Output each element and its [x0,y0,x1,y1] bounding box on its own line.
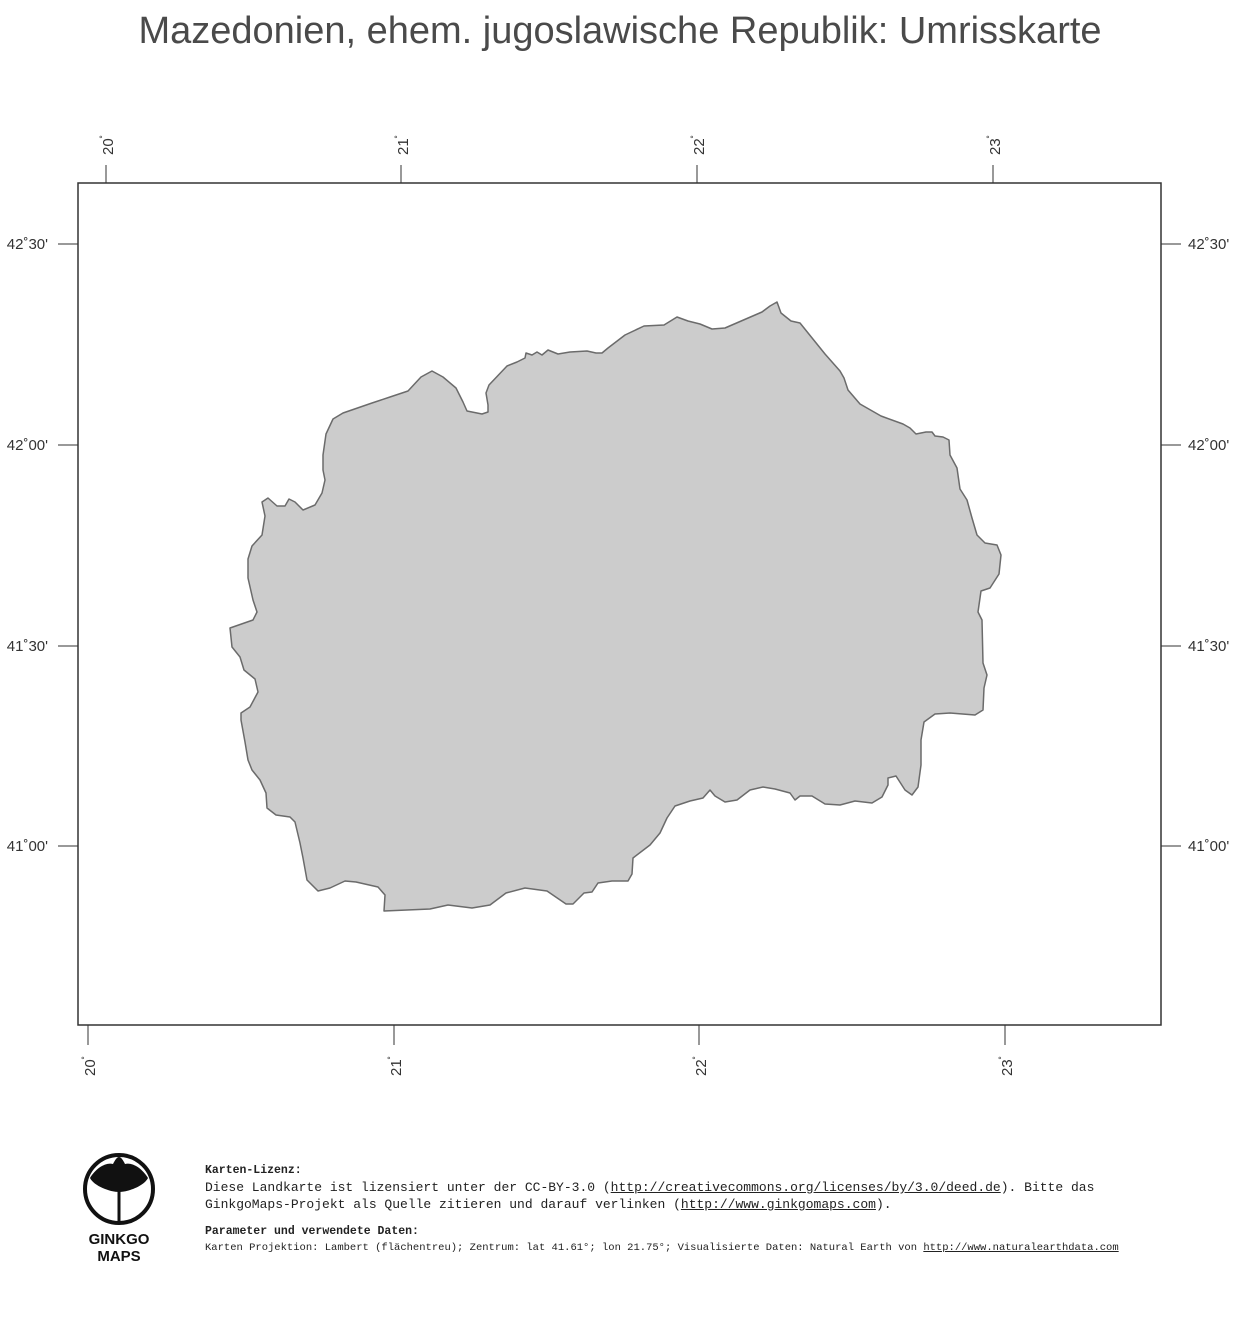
license-heading: Karten-Lizenz: [205,1164,302,1177]
top-lon-label-21: 21˚ [395,134,412,155]
cc-license-link[interactable]: http://creativecommons.org/licenses/by/3.0/deed.de [610,1180,1001,1195]
bottom-lon-label-23: 23˚ [999,1055,1016,1076]
top-lon-label-20: 20˚ [100,134,117,155]
right-lat-label-4130: 41˚30' [1188,638,1230,655]
map-title: Mazedonien, ehem. jugoslawische Republik: Umrisskarte [138,10,1102,52]
bottom-lon-label-22: 22˚ [693,1055,710,1076]
right-lat-label-4100: 41˚00' [1188,838,1230,855]
ginkgomaps-link[interactable]: http://www.ginkgomaps.com [680,1197,876,1212]
bottom-lon-label-21: 21˚ [388,1055,405,1076]
right-lat-label-4200: 42˚00' [1188,437,1230,454]
params-line: Karten Projektion: Lambert (flächentreu); Zentrum: lat 41.61°; lon 21.75°; Visualisierte Daten: Natural Earth von http://www.naturalearthdata.com [205,1242,1119,1254]
left-lat-label-4230: 42˚30' [6,236,48,253]
top-lon-ticks [106,165,993,183]
left-lat-label-4100: 41˚00' [6,838,48,855]
license-line-1: Diese Landkarte ist lizensiert unter der CC-BY-3.0 (http://creativecommons.org/licenses/by/3.0/deed.de). Bitte das [205,1180,1095,1195]
top-lon-label-23: 23˚ [987,134,1004,155]
license-block [205,1162,1205,1257]
logo-text-maps: MAPS [97,1248,141,1265]
license-line-2: GinkgoMaps-Projekt als Quelle zitieren und darauf verlinken (http://www.ginkgomaps.com). [205,1197,892,1212]
naturalearth-link[interactable]: http://www.naturalearthdata.com [923,1242,1119,1254]
ginkgo-leaf-icon [80,1152,158,1226]
right-lat-label-4230: 42˚30' [1188,236,1230,253]
left-lat-label-4130: 41˚30' [6,638,48,655]
bottom-lon-label-20: 20˚ [82,1055,99,1076]
left-lat-label-4200: 42˚00' [6,437,48,454]
params-heading: Parameter und verwendete Daten: [205,1225,419,1238]
ginkgo-maps-logo [78,1152,160,1265]
bottom-lon-ticks [88,1025,1005,1045]
right-lat-ticks [1161,244,1181,846]
left-lat-ticks [58,244,78,846]
top-lon-label-22: 22˚ [691,134,708,155]
logo-text-ginkgo: GINKGO [88,1231,150,1248]
